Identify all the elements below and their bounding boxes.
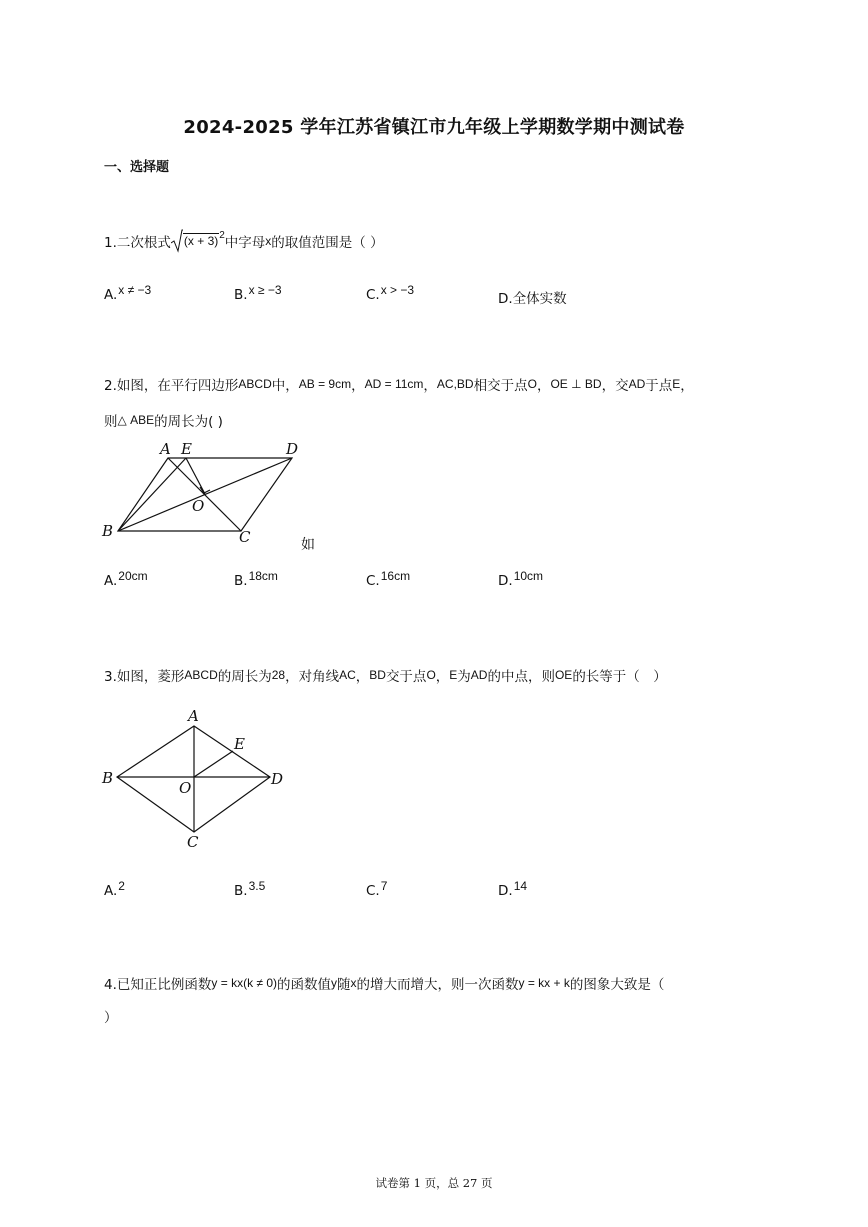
label-e: E: [181, 440, 192, 458]
q1-mid: 中字母: [224, 235, 266, 251]
q2-text: ，: [536, 378, 551, 394]
q1-pre: 二次根式: [116, 235, 171, 251]
label-c: C: [239, 528, 251, 546]
q2-text: ，: [351, 378, 365, 394]
question-1: [104, 229, 384, 253]
q2-option-d[interactable]: [498, 569, 544, 589]
q4-math: y = kx(k ≠ 0): [211, 976, 277, 990]
option-letter: B.: [234, 287, 248, 303]
question-2-line-1: [104, 374, 694, 394]
option-value: x ≥ −3: [248, 283, 282, 297]
page-footer: 试卷第 1 页，总 27 页: [375, 1176, 493, 1190]
q1-post: 的取值范围是（ ）: [271, 235, 384, 251]
label-a: A: [188, 707, 199, 725]
q3-text: 为: [457, 669, 471, 685]
q2-text: 于点: [645, 378, 673, 394]
option-value: x ≠ −3: [118, 283, 152, 297]
q2-math: AB = 9cm: [298, 377, 352, 391]
q4-text: 的图象大致是（: [569, 977, 665, 993]
q2-math: O: [527, 377, 537, 391]
q4-math: x: [350, 976, 357, 990]
label-e: E: [234, 735, 245, 753]
q3-math: ABCD: [184, 668, 218, 682]
option-value: x > −3: [380, 283, 415, 297]
question-4-line-1: [104, 973, 664, 993]
q2-option-a[interactable]: [104, 569, 148, 589]
segment-oe: [186, 458, 205, 494]
q3-math: BD: [369, 668, 386, 682]
label-o: O: [192, 497, 205, 515]
parallelogram-figure: [96, 435, 356, 555]
q3-text: 的周长为: [217, 669, 272, 685]
label-b: B: [102, 522, 114, 540]
q3-text: 3.如图，菱形: [104, 669, 185, 685]
q3-option-c[interactable]: [366, 879, 388, 899]
segment-be: [118, 458, 186, 531]
q1-option-d[interactable]: [498, 287, 567, 307]
q2-math: E: [672, 377, 681, 391]
q3-text: ，: [435, 669, 450, 685]
rhombus-figure: [96, 704, 296, 854]
q2-option-c[interactable]: [366, 569, 411, 589]
q2-text: ，交: [601, 378, 629, 394]
q4-text: 4.已知正比例函数: [104, 977, 212, 993]
q2-text: 则: [104, 414, 118, 430]
q1-option-b[interactable]: [234, 283, 282, 303]
q1-exponent: 2: [219, 230, 225, 241]
label-a: A: [160, 440, 171, 458]
q1-number: 1.: [104, 235, 117, 251]
q1-radicand: (x + 3): [183, 234, 219, 248]
option-letter: C.: [366, 573, 380, 589]
segment-oe: [194, 751, 233, 777]
q1-option-a[interactable]: [104, 283, 152, 303]
q4-math: y: [331, 976, 337, 990]
q2-text: 2.如图，在平行四边形: [104, 378, 239, 394]
q3-option-a[interactable]: [104, 879, 125, 899]
q3-text: ，对角线: [285, 669, 340, 685]
option-letter: C.: [366, 883, 380, 899]
q3-option-b[interactable]: [234, 879, 266, 899]
q1-var: x: [265, 234, 272, 248]
label-b: B: [102, 769, 114, 787]
q2-math: ABCD: [238, 377, 272, 391]
q3-math: AD: [470, 668, 488, 682]
q2-option-b[interactable]: [234, 569, 278, 589]
section-heading: 一、选择题: [104, 160, 170, 175]
q3-text: 交于点: [385, 669, 427, 685]
q3-text: ，: [355, 669, 370, 685]
q2-text: ( ): [208, 414, 223, 430]
page-title: 2024-2025 学年江苏省镇江市九年级上学期数学期中测试卷: [183, 117, 685, 138]
q4-math: y = kx + k: [518, 976, 570, 990]
q3-text: 的长等于（ ）: [572, 669, 667, 685]
q4-text: 的函数值: [277, 977, 331, 993]
option-value: 3.5: [248, 879, 266, 893]
q3-text: 的中点，则: [487, 669, 555, 685]
q2-text: 的周长为: [154, 414, 209, 430]
label-c: C: [187, 833, 199, 851]
option-letter: A.: [104, 287, 118, 303]
option-letter: B.: [234, 573, 248, 589]
q2-math: AC,BD: [436, 377, 474, 391]
option-letter: B.: [234, 883, 248, 899]
label-d: D: [271, 770, 284, 788]
option-letter: D.: [498, 573, 513, 589]
q1-radical: [171, 229, 225, 253]
option-letter: A.: [104, 573, 118, 589]
q2-text: ，: [423, 378, 437, 394]
q3-math: OE: [554, 668, 573, 682]
q1-option-c[interactable]: [366, 283, 415, 303]
q2-text: 中，: [271, 378, 299, 394]
question-2-line-2: [104, 410, 223, 430]
radical-sign-icon: [171, 229, 183, 253]
option-value: 14: [513, 879, 528, 893]
q2-math: OE ⊥ BD: [550, 377, 602, 391]
option-letter: A.: [104, 883, 118, 899]
q2-text: ，: [680, 378, 694, 394]
label-d: D: [286, 440, 299, 458]
q2-math: △ ABE: [117, 413, 155, 427]
q4-text: 随: [337, 977, 351, 993]
q3-option-d[interactable]: [498, 879, 528, 899]
q2-math: AD = 11cm: [364, 377, 424, 391]
option-value: 7: [380, 879, 388, 893]
stray-text: 如: [301, 537, 315, 553]
q2-math: AD: [628, 377, 646, 391]
q2-text: 相交于点: [473, 378, 528, 394]
q3-math: O: [426, 668, 436, 682]
option-value: 10cm: [513, 569, 544, 583]
q3-math: AC: [339, 668, 356, 682]
label-o: O: [179, 779, 192, 797]
option-letter: C.: [366, 287, 380, 303]
q4-text: 的增大而增大，则一次函数: [356, 977, 519, 993]
q3-math: E: [449, 668, 458, 682]
option-letter: D.: [498, 883, 513, 899]
option-value: 2: [118, 879, 125, 893]
option-value: 20cm: [118, 569, 148, 583]
option-letter: D.: [498, 291, 513, 307]
option-value: 18cm: [248, 569, 278, 583]
question-3: [104, 665, 667, 685]
question-4-line-2: ）: [104, 1010, 118, 1026]
option-value: 16cm: [380, 569, 411, 583]
option-value: 全体实数: [512, 291, 567, 307]
q3-math: 28: [271, 668, 286, 682]
